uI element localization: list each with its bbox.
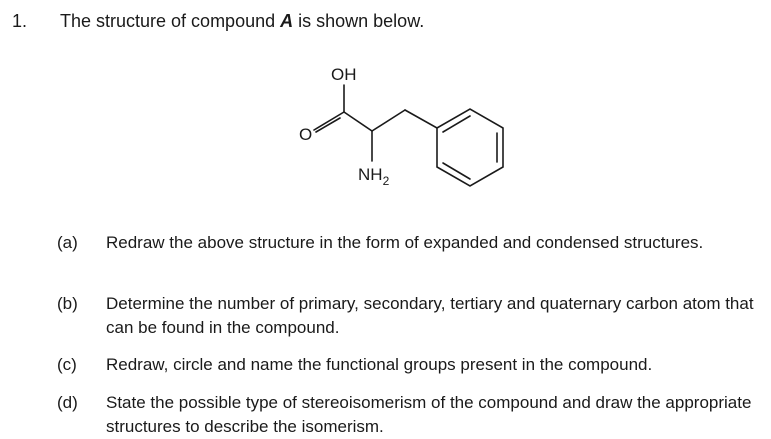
part-b: [57, 292, 756, 340]
part-d-text: State the possible type of stereoisomerism of the compound and draw the appropriate structures to describe the isomerism.: [106, 393, 752, 436]
part-b-label: (b): [57, 294, 78, 313]
bond-c3-ring: [405, 110, 437, 128]
stem-suffix: is shown below.: [293, 11, 425, 31]
question-number: 1.: [12, 11, 28, 31]
part-d-label: (d): [57, 393, 78, 412]
question-stem: [60, 10, 424, 32]
part-c-label: (c): [57, 355, 77, 374]
bond-c2-c3: [372, 110, 405, 131]
benzene-ring: [437, 109, 503, 186]
carbonyl-oxygen-label: O: [299, 125, 313, 144]
part-c-text: Redraw, circle and name the functional groups present in the compound.: [106, 355, 653, 374]
amine-subscript: 2: [382, 174, 390, 188]
ring-double-1: [443, 116, 470, 132]
compound-label: A: [280, 11, 294, 31]
stem-prefix: The structure of compound: [60, 11, 281, 31]
part-a: [57, 231, 756, 255]
part-b-text: Determine the number of primary, secondary, tertiary and quaternary carbon atom that can be found in the compound.: [106, 294, 754, 337]
bond-c1-c2: [344, 112, 372, 131]
amine-label: [358, 165, 390, 188]
amine-n: NH: [358, 165, 383, 184]
bond-c1-o-double-1: [314, 112, 344, 130]
part-a-label: (a): [57, 233, 78, 252]
part-d: [57, 391, 756, 439]
part-a-text: Redraw the above structure in the form of expanded and condensed structures.: [106, 233, 704, 252]
hydroxyl-label: OH: [331, 65, 357, 84]
part-c: [57, 353, 756, 377]
ring-double-3: [443, 163, 470, 179]
bond-c1-o-double-2: [316, 118, 340, 132]
